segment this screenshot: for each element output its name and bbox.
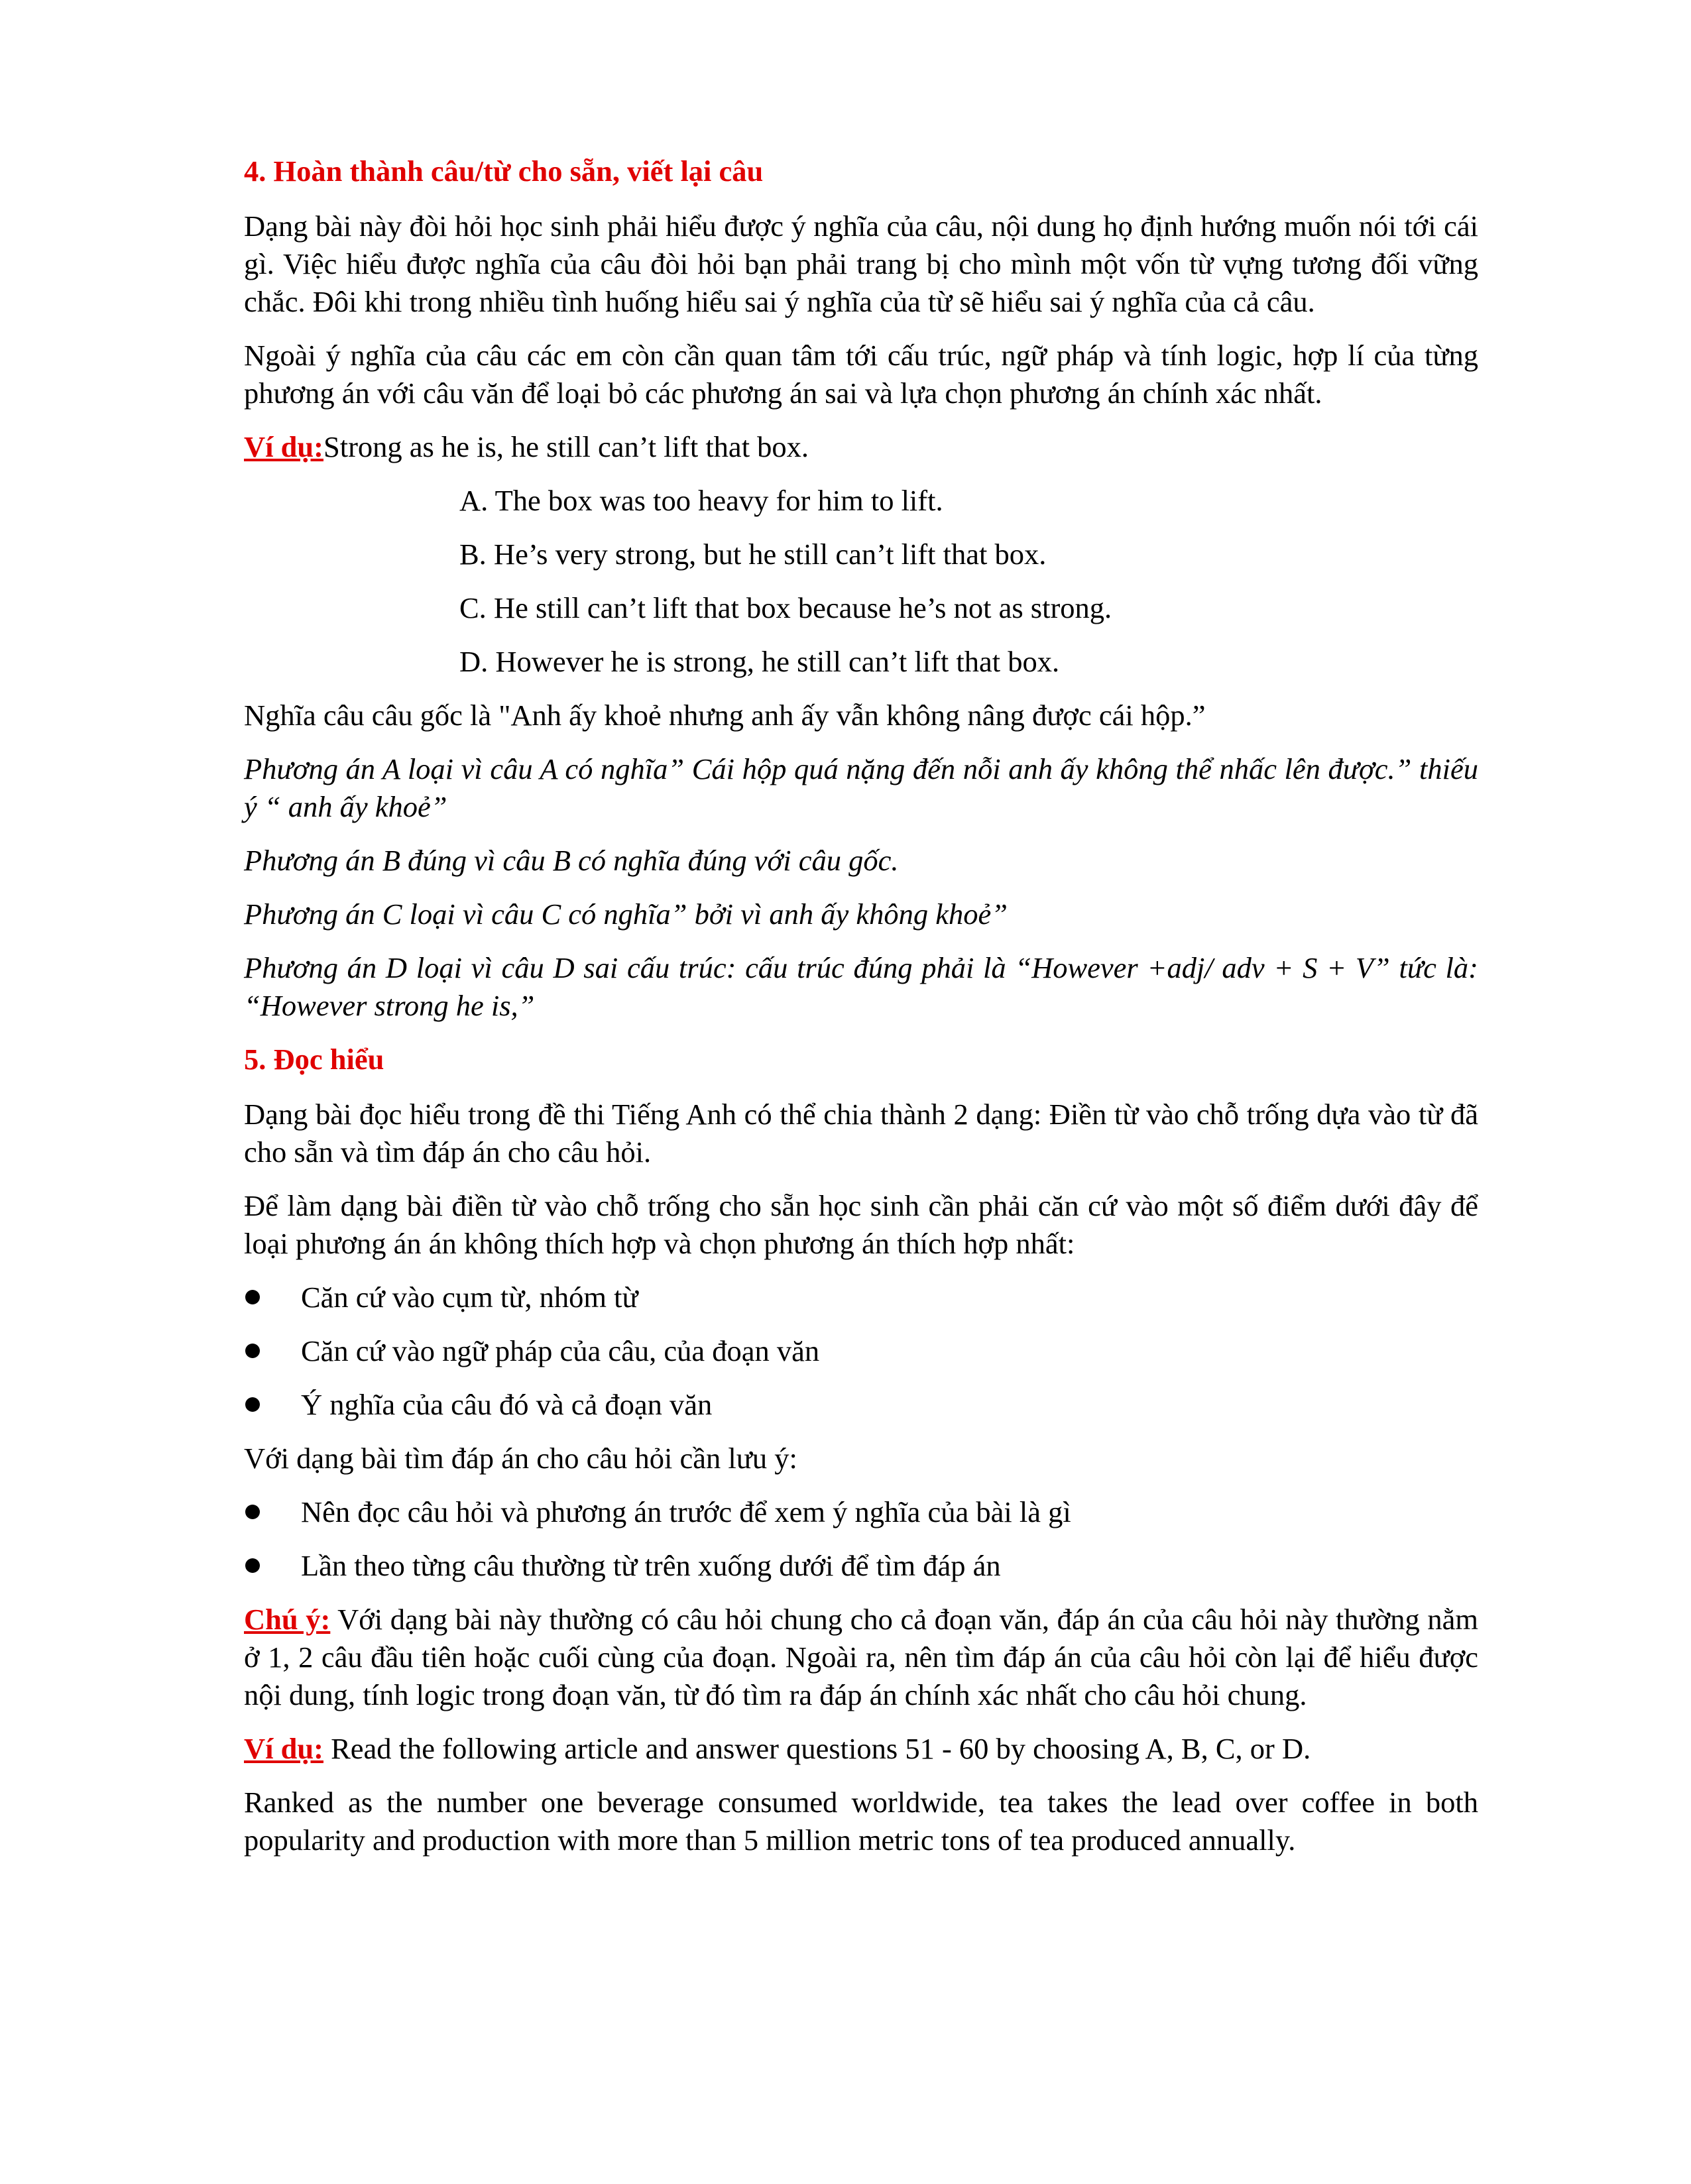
- explanation-c: Phương án C loại vì câu C có nghĩa” bởi vì anh ấy không khoẻ”: [244, 897, 1008, 931]
- section-4-paragraph-1: Dạng bài này đòi hỏi học sinh phải hiểu được ý nghĩa của câu, nội dung họ định hướng muốn nói tới cái gì. Việc hiểu được nghĩa của câu đòi hỏi bạn phải trang bị cho mình một vốn từ vựng tương đối vững chắc. Đôi khi trong nhiều tình huống hiểu sai ý nghĩa của từ sẽ hiểu sai ý nghĩa của cả câu.: [244, 209, 1478, 318]
- section-4-example: [244, 428, 1478, 466]
- note-label: Chú ý:: [244, 1603, 331, 1636]
- example-label: Ví dụ:: [244, 1732, 323, 1765]
- section-5-paragraph-3: Với dạng bài tìm đáp án cho câu hỏi cần lưu ý:: [244, 1442, 797, 1475]
- bullet-item: [244, 1547, 1478, 1585]
- bullet-dot-icon: [245, 1344, 260, 1358]
- bullet-dot-icon: [245, 1558, 260, 1573]
- bullet-text: Nên đọc câu hỏi và phương án trước để xem ý nghĩa của bài là gì: [301, 1495, 1071, 1528]
- bullet-text: Ý nghĩa của câu đó và cả đoạn văn: [301, 1388, 713, 1421]
- section-4-paragraph-2: Ngoài ý nghĩa của câu các em còn cần quan tâm tới cấu trúc, ngữ pháp và tính logic, hợp lí của từng phương án với câu văn để loại bỏ các phương án sai và lựa chọn phương án chính xác nhất.: [244, 339, 1478, 410]
- bullet-list-2: [244, 1493, 1478, 1585]
- bullet-text: Căn cứ vào ngữ pháp của câu, của đoạn văn: [301, 1334, 820, 1367]
- bullet-item: [244, 1386, 1478, 1424]
- bullet-item: [244, 1493, 1478, 1531]
- bullet-list-1: [244, 1279, 1478, 1424]
- section-5-heading: 5. Đọc hiểu: [244, 1043, 384, 1076]
- answer-options: [244, 482, 1478, 681]
- bullet-text: Căn cứ vào cụm từ, nhóm từ: [301, 1281, 638, 1314]
- section-4-heading: 4. Hoàn thành câu/từ cho sẵn, viết lại câu: [244, 154, 764, 188]
- explanation-d: Phương án D loại vì câu D sai cấu trúc: cấu trúc đúng phải là “However +adj/ adv + S + V” tức là: “However strong he is,”: [244, 951, 1478, 1022]
- option-b: B. He’s very strong, but he still can’t lift that box.: [459, 538, 1047, 571]
- bullet-text: Lần theo từng câu thường từ trên xuống dưới để tìm đáp án: [301, 1549, 1001, 1582]
- option-c: C. He still can’t lift that box because he’s not as strong.: [459, 591, 1112, 624]
- bullet-dot-icon: [245, 1397, 260, 1412]
- bullet-item: [244, 1279, 1478, 1316]
- option-a: A. The box was too heavy for him to lift.: [459, 484, 943, 517]
- reading-passage: Ranked as the number one beverage consumed worldwide, tea takes the lead over coffee in both popularity and production with more than 5 million metric tons of tea produced annually.: [244, 1786, 1478, 1857]
- note-text: Với dạng bài này thường có câu hỏi chung cho cả đoạn văn, đáp án của câu hỏi này thường nằm ở 1, 2 câu đầu tiên hoặc cuối cùng của đoạn. Ngoài ra, nên tìm đáp án của câu hỏi còn lại để hiểu được nội dung, tính logic trong đoạn văn, từ đó tìm ra đáp án chính xác nhất cho câu hỏi chung.: [244, 1603, 1478, 1711]
- example-sentence: Strong as he is, he still can’t lift that box.: [323, 430, 809, 463]
- document-page: [244, 152, 1478, 1875]
- explanation-a: Phương án A loại vì câu A có nghĩa” Cái hộp quá nặng đến nỗi anh ấy không thể nhấc lên được.” thiếu ý “ anh ấy khoẻ”: [244, 752, 1478, 823]
- section-5-example: [244, 1730, 1478, 1768]
- section-5-paragraph-2: Để làm dạng bài điền từ vào chỗ trống cho sẵn học sinh cần phải căn cứ vào một số điểm dưới đây để loại phương án án không thích hợp và chọn phương án thích hợp nhất:: [244, 1189, 1478, 1260]
- explanation-b: Phương án B đúng vì câu B có nghĩa đúng với câu gốc.: [244, 844, 899, 877]
- example-label: Ví dụ:: [244, 430, 323, 463]
- bullet-dot-icon: [245, 1290, 260, 1304]
- section-5-paragraph-1: Dạng bài đọc hiểu trong đề thi Tiếng Anh có thể chia thành 2 dạng: Điền từ vào chỗ trống dựa vào từ đã cho sẵn và tìm đáp án cho câu hỏi.: [244, 1098, 1478, 1169]
- option-d: D. However he is strong, he still can’t lift that box.: [459, 645, 1060, 678]
- original-meaning: Nghĩa câu câu gốc là "Anh ấy khoẻ nhưng anh ấy vẫn không nâng được cái hộp.”: [244, 699, 1206, 732]
- bullet-dot-icon: [245, 1505, 260, 1519]
- example-instruction: Read the following article and answer questions 51 - 60 by choosing A, B, C, or D.: [323, 1732, 1311, 1765]
- note-paragraph: [244, 1601, 1478, 1714]
- bullet-item: [244, 1332, 1478, 1370]
